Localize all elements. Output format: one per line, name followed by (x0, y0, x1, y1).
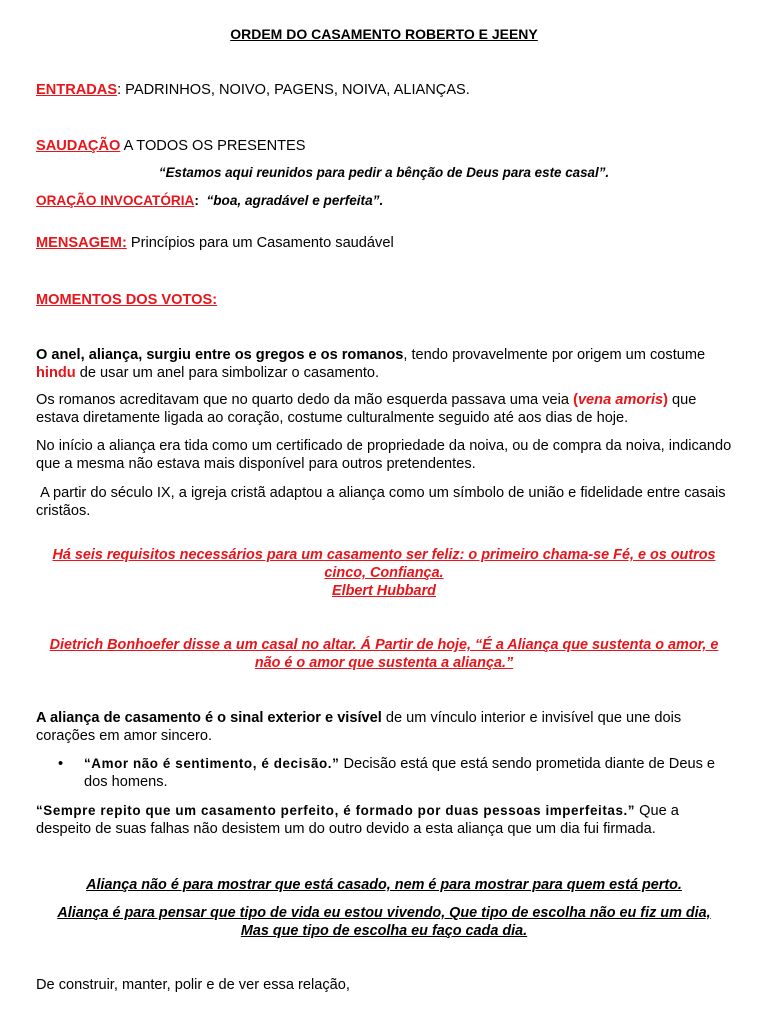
p2-paren-close: ) (663, 392, 668, 408)
bullet-text: Decisão está que está sendo prometida diante de Deus e dos homens. (84, 756, 716, 790)
quote2-text: Dietrich Bonhoefer disse a um casal no altar. Á Partir de hoje, “É a Aliança que sustenta o amor, e não é o amor que sustenta a aliança.” (49, 637, 719, 671)
entradas-text: : PADRINHOS, NOIVO, PAGENS, NOIVA, ALIANÇAS. (117, 82, 470, 98)
last-line (36, 976, 350, 994)
p6-text: Que a despeito de suas falhas não desistem um do outro devido a esta aliança que um dia fui firmada. (36, 803, 679, 837)
closing-statement-2 (36, 904, 732, 940)
paragraph-alianca-sinal (36, 709, 736, 745)
saudacao-line (36, 137, 306, 155)
p1-hindu: hindu (36, 365, 76, 381)
quote-bonhoefer (36, 636, 732, 672)
closing-statement-1 (36, 876, 732, 894)
entradas-line (36, 81, 470, 99)
p2-vena: vena amoris (577, 392, 664, 408)
oracao-label: ORAÇÃO INVOCATÓRIA (36, 193, 195, 208)
paragraph-anel (36, 346, 736, 382)
p1-bold: O anel, aliança, surgiu entre os gregos e os romanos (36, 347, 404, 363)
p2-paren-open: ( (573, 392, 578, 408)
entradas-label: ENTRADAS (36, 82, 118, 98)
list-item (36, 755, 736, 791)
bullet-bold: “Amor não é sentimento, é decisão.” (84, 756, 340, 771)
paragraph-romanos (36, 391, 736, 427)
p4-text: A partir do século IX, a igreja cristã adaptou a aliança como um símbolo de união e fidelidade entre casais cristãos. (36, 485, 730, 519)
saudacao-quote-text: “Estamos aqui reunidos para pedir a bênção de Deus para este casal”. (158, 165, 610, 180)
momentos-line (36, 291, 217, 309)
paragraph-sempre-repito (36, 802, 736, 838)
quote1-author: Elbert Hubbard (332, 583, 436, 599)
last-text: De construir, manter, polir e de ver essa relação, (36, 977, 350, 993)
closing2-text: Aliança é para pensar que tipo de vida eu estou vivendo, Que tipo de escolha não eu fiz um dia, Mas que tipo de escolha eu faço cada dia. (57, 905, 711, 939)
saudacao-text: A TODOS OS PRESENTES (120, 138, 306, 154)
momentos-label: MOMENTOS DOS VOTOS: (36, 292, 218, 308)
p3-text: No início a aliança era tida como um certificado de propriedade da noiva, ou de compra da noiva, indicando que a mesma não estava mais disponível para outros pretendentes. (36, 438, 732, 472)
p5-text: de um vínculo interior e invisível que une dois corações em amor sincero. (36, 710, 682, 744)
mensagem-label: MENSAGEM: (36, 235, 127, 251)
oracao-text: “boa, agradável e perfeita”. (206, 193, 384, 208)
saudacao-label: SAUDAÇÃO (36, 138, 121, 154)
p2-text1: Os romanos acreditavam que no quarto dedo da mão esquerda passava uma veia (36, 392, 574, 408)
quote-hubbard (36, 546, 732, 600)
bullet-dot: • (58, 756, 64, 772)
p1-text2: de usar um anel para simbolizar o casamento. (75, 365, 380, 381)
paragraph-seculo (36, 484, 736, 520)
p1-text1: , tendo provavelmente por origem um costume (403, 347, 706, 363)
quote1-text: Há seis requisitos necessários para um casamento ser feliz: o primeiro chama-se Fé, e os outros cinco, Confiança. (52, 547, 716, 581)
bullet-list (36, 755, 736, 791)
mensagem-line (36, 234, 394, 252)
saudacao-quote (36, 164, 732, 182)
oracao-colon: : (194, 193, 199, 208)
p2-text2: que estava diretamente ligada ao coração, costume culturalmente seguido até aos dias de hoje. (36, 392, 697, 426)
p5-bold: A aliança de casamento é o sinal exterior e visível (36, 710, 382, 726)
paragraph-inicio (36, 437, 736, 473)
closing1-text: Aliança não é para mostrar que está casado, nem é para mostrar para quem está perto. (86, 877, 682, 893)
mensagem-text: Princípios para um Casamento saudável (126, 235, 394, 251)
title-text: ORDEM DO CASAMENTO ROBERTO E JEENY (230, 26, 538, 42)
document-title (36, 25, 732, 43)
p6-bold: “Sempre repito que um casamento perfeito, é formado por duas pessoas imperfeitas.” (36, 803, 636, 818)
oracao-line (36, 192, 383, 210)
